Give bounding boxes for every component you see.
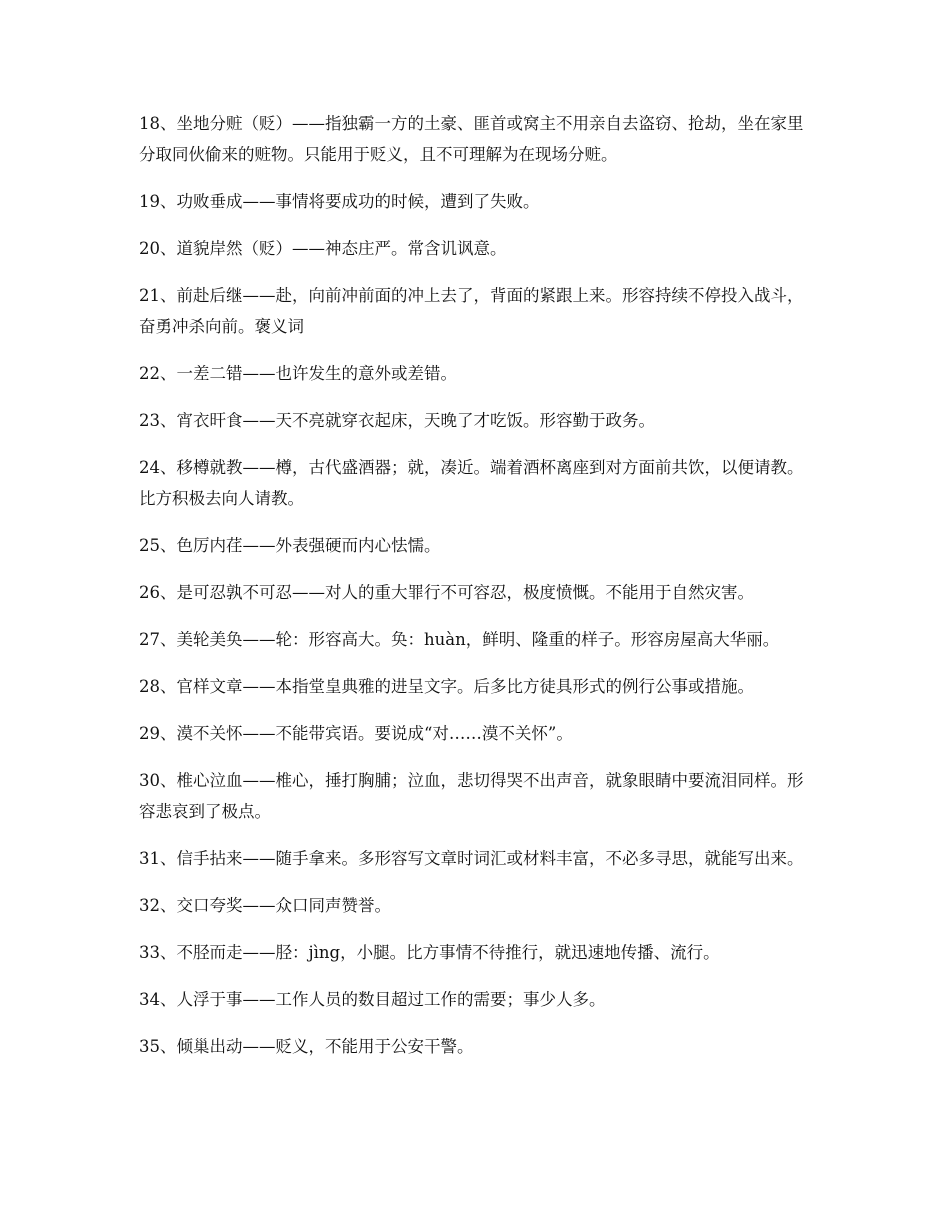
idiom-entry-30: 30、椎心泣血——椎心，捶打胸脯；泣血，悲切得哭不出声音，就象眼睛中要流泪同样。形容悲哀到了极点。 [139,771,804,821]
idiom-entry-18: 18、坐地分赃（贬）——指独霸一方的土豪、匪首或窝主不用亲自去盗窃、抢劫，坐在家里分取同伙偷来的赃物。只能用于贬义，且不可理解为在现场分赃。 [139,114,804,164]
document-body [139,108,819,1078]
idiom-entry-28: 28、官样文章——本指堂皇典雅的进呈文字。后多比方徒具形式的例行公事或措施。 [139,677,754,696]
idiom-entry-33: 33、不胫而走——胫：jìng，小腿。比方事情不待推行，就迅速地传播、流行。 [139,943,720,962]
idiom-entry-29: 29、漠不关怀——不能带宾语。要说成“对……漠不关怀”。 [139,724,573,743]
idiom-entry-27: 27、美轮美奂——轮：形容高大。奂：huàn，鲜明、隆重的样子。形容房屋高大华丽。 [139,630,780,649]
idiom-entry-26: 26、是可忍孰不可忍——对人的重大罪行不可容忍，极度愤慨。不能用于自然灾害。 [139,583,754,602]
idiom-entry-34: 34、人浮于事——工作人员的数目超过工作的需要；事少人多。 [139,990,606,1009]
idiom-entry-32: 32、交口夸奖——众口同声赞誉。 [139,896,391,915]
idiom-entry-19: 19、功败垂成——事情将要成功的时候，遭到了失败。 [139,192,540,211]
idiom-entry-31: 31、信手拈来——随手拿来。多形容写文章时词汇或材料丰富，不必多寻思，就能写出来。 [139,849,804,868]
idiom-entry-22: 22、一差二错——也许发生的意外或差错。 [139,364,457,383]
idiom-entry-20: 20、道貌岸然（贬）——神态庄严。常含讥讽意。 [139,239,507,258]
idiom-entry-35: 35、倾巢出动——贬义，不能用于公安干警。 [139,1037,474,1056]
idiom-entry-24: 24、移樽就教——樽，古代盛酒器；就，凑近。端着酒杯离座到对方面前共饮，以便请教。比方积极去向人请教。 [139,458,804,508]
idiom-entry-23: 23、宵衣旰食——天不亮就穿衣起床，天晚了才吃饭。形容勤于政务。 [139,411,655,430]
idiom-entry-25: 25、色厉内荏——外表强硬而内心怯懦。 [139,536,441,555]
idiom-entry-21: 21、前赴后继——赴，向前冲前面的冲上去了，背面的紧跟上来。形容持续不停投入战斗，奋勇冲杀向前。褒义词 [139,286,804,336]
